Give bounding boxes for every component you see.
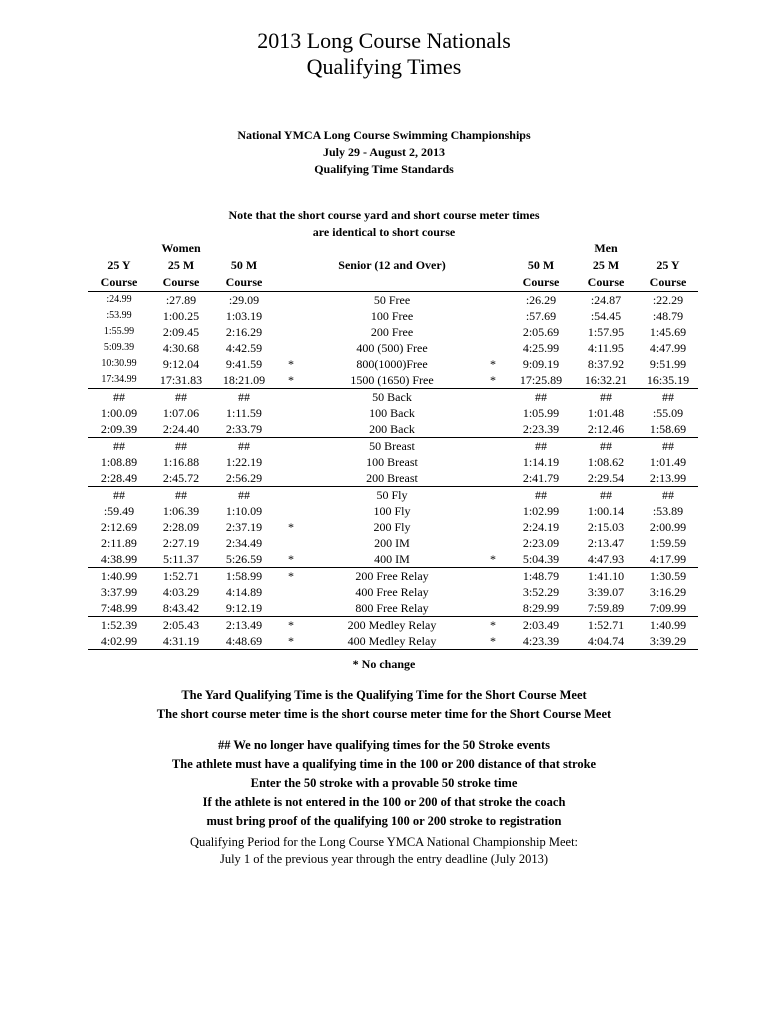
star-men — [478, 584, 508, 600]
star-women — [276, 584, 306, 600]
men-25y: 1:45.69 — [649, 325, 687, 339]
star-men — [478, 503, 508, 519]
event-name: 50 Fly — [306, 487, 478, 504]
stroke-note-line-2: The athlete must have a qualifying time in the 100 or 200 distance of that stroke — [171, 757, 597, 771]
table-row — [88, 535, 698, 551]
stroke-note-line-1: ## We no longer have qualifying times for the 50 Stroke events — [217, 738, 551, 752]
women-25m-course: Course — [150, 274, 212, 292]
men-25m: 1:52.71 — [574, 617, 638, 634]
women-50m: 1:22.19 — [225, 455, 263, 469]
star-men — [478, 568, 508, 585]
men-25y: 1:01.49 — [649, 455, 687, 469]
men-25m: 2:12.46 — [587, 422, 625, 436]
men-50m: 9:09.19 — [522, 357, 560, 371]
yard-note-line-2: The short course meter time is the short course meter time for the Short Course Meet — [156, 707, 612, 721]
men-25y: 1:58.69 — [649, 422, 687, 436]
women-25y-course: Course — [88, 274, 150, 292]
senior-header: Senior (12 and Over) — [338, 258, 446, 272]
men-50m: 5:04.39 — [522, 552, 560, 566]
men-25y: :48.79 — [652, 309, 684, 323]
stroke-note-line-4: If the athlete is not entered in the 100 or 200 of that stroke the coach — [202, 795, 566, 809]
men-50m: 2:03.49 — [508, 617, 574, 634]
women-25y: 1:40.99 — [88, 568, 150, 585]
star-women: * — [276, 633, 306, 650]
star-women — [276, 421, 306, 438]
table-row — [88, 356, 698, 372]
star-women: * — [276, 617, 306, 634]
event-name: 200 Free Relay — [306, 568, 478, 585]
women-50m: 4:42.59 — [225, 341, 263, 355]
men-25y: :53.89 — [652, 504, 684, 518]
event-name: 200 Free — [370, 325, 414, 339]
event-name: 50 Breast — [306, 438, 478, 455]
men-25y: ## — [638, 487, 698, 504]
women-25y: ## — [88, 487, 150, 504]
star-women: * — [288, 520, 294, 534]
men-25m-course: Course — [574, 274, 638, 292]
men-25m: 4:04.74 — [574, 633, 638, 650]
men-25m: 2:29.54 — [587, 471, 625, 485]
women-50m-header: 50 M — [230, 258, 258, 272]
women-25y: 1:00.09 — [100, 406, 138, 420]
women-25m: 1:07.06 — [162, 406, 200, 420]
star-men — [478, 535, 508, 551]
note-line-2: are identical to short course — [312, 225, 456, 239]
men-25m: 1:57.95 — [587, 325, 625, 339]
header-row-1 — [88, 240, 698, 257]
women-25y: 2:09.39 — [100, 422, 138, 436]
table-row — [88, 503, 698, 519]
star-men — [478, 308, 508, 324]
subtitle-line-2: July 29 - August 2, 2013 — [322, 145, 446, 159]
women-50m: ## — [212, 438, 276, 455]
men-25m: 1:08.62 — [587, 455, 625, 469]
women-25m: 1:16.88 — [162, 455, 200, 469]
star-women — [276, 340, 306, 356]
men-25m: :54.45 — [590, 309, 622, 323]
event-name: 400 Medley Relay — [306, 633, 478, 650]
table-row — [88, 551, 698, 568]
women-50m: 2:56.29 — [225, 471, 263, 485]
event-name: 400 (500) Free — [356, 341, 428, 355]
men-50m: 2:23.39 — [522, 422, 560, 436]
women-50m: 2:37.19 — [225, 520, 263, 534]
table-row — [88, 421, 698, 438]
women-25m: 1:52.71 — [150, 568, 212, 585]
women-25y: 10:30.99 — [101, 358, 137, 369]
men-25y: ## — [638, 438, 698, 455]
table-row — [88, 324, 698, 340]
men-25m: ## — [574, 487, 638, 504]
event-name: 200 Breast — [366, 471, 418, 485]
women-50m: 2:13.49 — [212, 617, 276, 634]
qualifying-times-table — [88, 240, 698, 650]
men-50m: 2:05.69 — [522, 325, 560, 339]
subtitle-block — [0, 127, 768, 178]
star-men — [478, 519, 508, 535]
women-50m: :29.09 — [228, 293, 260, 307]
table-row — [88, 470, 698, 487]
star-women — [276, 308, 306, 324]
men-25m: 4:47.93 — [587, 552, 625, 566]
note-block — [0, 207, 768, 241]
men-50m: 1:14.19 — [522, 455, 560, 469]
men-50m: 2:23.09 — [522, 536, 560, 550]
women-50m: 1:10.09 — [225, 504, 263, 518]
event-name: 400 Free Relay — [355, 585, 429, 599]
star-women — [276, 438, 306, 455]
yard-notes — [0, 686, 768, 724]
men-25y: 9:51.99 — [649, 357, 687, 371]
men-50m: :26.29 — [525, 293, 557, 307]
star-women: * — [288, 552, 294, 566]
men-50m-header: 50 M — [527, 258, 555, 272]
women-25m: :27.89 — [165, 293, 197, 307]
men-25m: :24.87 — [590, 293, 622, 307]
women-25m: 4:30.68 — [162, 341, 200, 355]
star-men — [478, 389, 508, 406]
event-name: 200 Back — [369, 422, 415, 436]
women-header: Women — [161, 241, 201, 255]
women-50m: ## — [212, 487, 276, 504]
no-change-note: * No change — [352, 657, 416, 671]
table-row — [88, 454, 698, 470]
women-25m: 2:09.45 — [162, 325, 200, 339]
men-50m: 4:23.39 — [508, 633, 574, 650]
star-women — [276, 324, 306, 340]
men-25m: ## — [574, 438, 638, 455]
event-name: 100 Back — [369, 406, 415, 420]
period-line-1: Qualifying Period for the Long Course YMCA National Championship Meet: — [189, 835, 579, 849]
women-25y: 7:48.99 — [100, 601, 138, 615]
men-50m: ## — [508, 438, 574, 455]
title-line-1: 2013 Long Course Nationals — [257, 28, 511, 53]
star-men — [478, 421, 508, 438]
star-men — [478, 292, 508, 309]
women-25m: 8:43.42 — [162, 601, 200, 615]
star-women — [276, 454, 306, 470]
stroke-note-line-5: must bring proof of the qualifying 100 or 200 stroke to registration — [206, 814, 562, 828]
men-50m: ## — [508, 487, 574, 504]
women-25m: ## — [150, 487, 212, 504]
women-25y: ## — [88, 389, 150, 406]
women-25m: ## — [150, 438, 212, 455]
men-25y: 7:09.99 — [649, 601, 687, 615]
event-name: 1500 (1650) Free — [350, 373, 434, 387]
star-men: * — [490, 552, 496, 566]
star-women — [276, 292, 306, 309]
event-name: 800(1000)Free — [356, 357, 428, 371]
women-25y: 2:28.49 — [100, 471, 138, 485]
men-25m: 3:39.07 — [587, 585, 625, 599]
men-25m: 7:59.89 — [587, 601, 625, 615]
star-women — [276, 535, 306, 551]
men-50m: 3:52.29 — [522, 585, 560, 599]
star-men — [478, 487, 508, 504]
men-25m-header: 25 M — [592, 258, 620, 272]
men-25y-course: Course — [638, 274, 698, 292]
table-row — [88, 617, 698, 634]
women-50m: 4:48.69 — [212, 633, 276, 650]
table-row — [88, 292, 698, 309]
men-50m: 2:24.19 — [522, 520, 560, 534]
women-25y: ## — [88, 438, 150, 455]
women-25m: 17:31.83 — [159, 373, 203, 387]
men-25m: 1:00.14 — [587, 504, 625, 518]
star-women — [276, 389, 306, 406]
table-body — [88, 292, 698, 650]
men-25y: :22.29 — [652, 293, 684, 307]
women-25m: 2:05.43 — [150, 617, 212, 634]
event-name: 50 Free — [373, 293, 411, 307]
women-25y: 1:52.39 — [88, 617, 150, 634]
event-name: 200 IM — [374, 536, 410, 550]
men-25y: 1:30.59 — [638, 568, 698, 585]
women-25y: 2:11.89 — [101, 536, 137, 550]
men-header: Men — [594, 241, 618, 255]
women-50m: 1:58.99 — [212, 568, 276, 585]
men-25m: 4:11.95 — [588, 341, 624, 355]
women-50m: 1:11.59 — [226, 406, 262, 420]
women-25m: 4:31.19 — [150, 633, 212, 650]
stroke-note-line-3: Enter the 50 stroke with a provable 50 stroke time — [250, 776, 518, 790]
women-25m: 2:45.72 — [162, 471, 200, 485]
table-row — [88, 389, 698, 406]
men-25m: 2:13.47 — [587, 536, 625, 550]
men-50m: 1:05.99 — [522, 406, 560, 420]
table-row — [88, 633, 698, 650]
men-50m: ## — [508, 389, 574, 406]
star-women — [276, 487, 306, 504]
women-50m: 5:26.59 — [225, 552, 263, 566]
table-row — [88, 600, 698, 617]
table-row — [88, 405, 698, 421]
men-50m: 8:29.99 — [522, 601, 560, 615]
men-25y: :55.09 — [652, 406, 684, 420]
event-name: 800 Free Relay — [355, 601, 429, 615]
women-25y: 1:55.99 — [103, 326, 135, 337]
star-women — [276, 405, 306, 421]
subtitle-line-3: Qualifying Time Standards — [314, 162, 454, 176]
women-25m: 9:12.04 — [162, 357, 200, 371]
women-25y: :24.99 — [106, 294, 132, 305]
women-25y: 4:02.99 — [88, 633, 150, 650]
men-25y: 2:00.99 — [649, 520, 687, 534]
men-50m: 17:25.89 — [519, 373, 563, 387]
star-women — [276, 600, 306, 617]
women-25m: 5:11.37 — [163, 552, 199, 566]
event-name: 100 Breast — [366, 455, 418, 469]
qualifying-period — [0, 834, 768, 868]
men-25m: ## — [574, 389, 638, 406]
star-men: * — [490, 357, 496, 371]
women-50m: 4:14.89 — [225, 585, 263, 599]
star-men — [478, 438, 508, 455]
women-50m: 1:03.19 — [225, 309, 263, 323]
men-25y: 2:13.99 — [649, 471, 687, 485]
star-men: * — [490, 373, 496, 387]
women-25y-header: 25 Y — [107, 258, 131, 272]
women-50m: 18:21.09 — [222, 373, 266, 387]
event-name: 100 Fly — [373, 504, 411, 518]
men-50m: 4:25.99 — [522, 341, 560, 355]
women-25y: :53.99 — [106, 310, 132, 321]
women-50m: 2:34.49 — [225, 536, 263, 550]
header-row-3 — [88, 274, 698, 292]
women-25y: :59.49 — [103, 504, 135, 518]
table-header — [88, 240, 698, 292]
star-men: * — [478, 633, 508, 650]
men-25y-header: 25 Y — [656, 258, 680, 272]
women-25m: 2:27.19 — [162, 536, 200, 550]
women-25y: 1:08.89 — [100, 455, 138, 469]
star-men — [478, 454, 508, 470]
women-25m: ## — [150, 389, 212, 406]
men-25y: 1:59.59 — [649, 536, 687, 550]
star-men: * — [478, 617, 508, 634]
women-25m: 1:06.39 — [162, 504, 200, 518]
subtitle-line-1: National YMCA Long Course Swimming Championships — [237, 128, 531, 142]
men-25y: 1:40.99 — [638, 617, 698, 634]
header-row-2 — [88, 257, 698, 274]
women-25y: 5:09.39 — [103, 342, 135, 353]
men-25y: 4:47.99 — [649, 341, 687, 355]
star-women: * — [288, 357, 294, 371]
men-25y: ## — [638, 389, 698, 406]
men-50m-course: Course — [508, 274, 574, 292]
title-line-2: Qualifying Times — [306, 54, 462, 79]
men-50m: :57.69 — [525, 309, 557, 323]
women-50m: 2:16.29 — [225, 325, 263, 339]
men-25m: 1:41.10 — [574, 568, 638, 585]
men-50m: 2:41.79 — [522, 471, 560, 485]
women-50m: 9:12.19 — [225, 601, 263, 615]
table-row — [88, 372, 698, 389]
women-50m: 2:33.79 — [225, 422, 263, 436]
men-50m: 1:48.79 — [508, 568, 574, 585]
women-25m: 2:28.09 — [162, 520, 200, 534]
table-row — [88, 568, 698, 585]
table-row — [88, 308, 698, 324]
women-25y: 17:34.99 — [101, 374, 137, 385]
event-name: 100 Free — [370, 309, 414, 323]
women-25m-header: 25 M — [167, 258, 195, 272]
women-50m-course: Course — [212, 274, 276, 292]
men-25m: 1:01.48 — [587, 406, 625, 420]
star-men — [478, 324, 508, 340]
table-row — [88, 519, 698, 535]
stroke-notes — [0, 736, 768, 831]
event-name: 400 IM — [374, 552, 410, 566]
period-line-2: July 1 of the previous year through the entry deadline (July 2013) — [219, 852, 549, 866]
yard-note-line-1: The Yard Qualifying Time is the Qualifying Time for the Short Course Meet — [181, 688, 587, 702]
star-men — [478, 340, 508, 356]
women-25m: 4:03.29 — [162, 585, 200, 599]
men-25y: 16:35.19 — [646, 373, 690, 387]
men-25m: 2:15.03 — [587, 520, 625, 534]
table-row — [88, 584, 698, 600]
table-row — [88, 487, 698, 504]
men-50m: 1:02.99 — [522, 504, 560, 518]
women-25m: 2:24.40 — [162, 422, 200, 436]
star-men — [478, 600, 508, 617]
event-name: 50 Back — [306, 389, 478, 406]
men-25y: 3:16.29 — [649, 585, 687, 599]
women-50m: ## — [212, 389, 276, 406]
event-name: 200 Fly — [373, 520, 411, 534]
women-25y: 3:37.99 — [100, 585, 138, 599]
women-25y: 4:38.99 — [100, 552, 138, 566]
table-row — [88, 438, 698, 455]
star-men — [478, 470, 508, 487]
men-25m: 16:32.21 — [584, 373, 628, 387]
men-25m: 8:37.92 — [587, 357, 625, 371]
men-25y: 4:17.99 — [649, 552, 687, 566]
star-women — [276, 470, 306, 487]
table-row — [88, 340, 698, 356]
page-title — [0, 28, 768, 80]
star-women: * — [276, 568, 306, 585]
women-25y: 2:12.69 — [100, 520, 138, 534]
star-women — [276, 503, 306, 519]
men-25y: 3:39.29 — [638, 633, 698, 650]
women-50m: 9:41.59 — [225, 357, 263, 371]
note-line-1: Note that the short course yard and short course meter times — [228, 208, 540, 222]
star-men — [478, 405, 508, 421]
event-name: 200 Medley Relay — [306, 617, 478, 634]
women-25m: 1:00.25 — [162, 309, 200, 323]
star-women: * — [288, 373, 294, 387]
